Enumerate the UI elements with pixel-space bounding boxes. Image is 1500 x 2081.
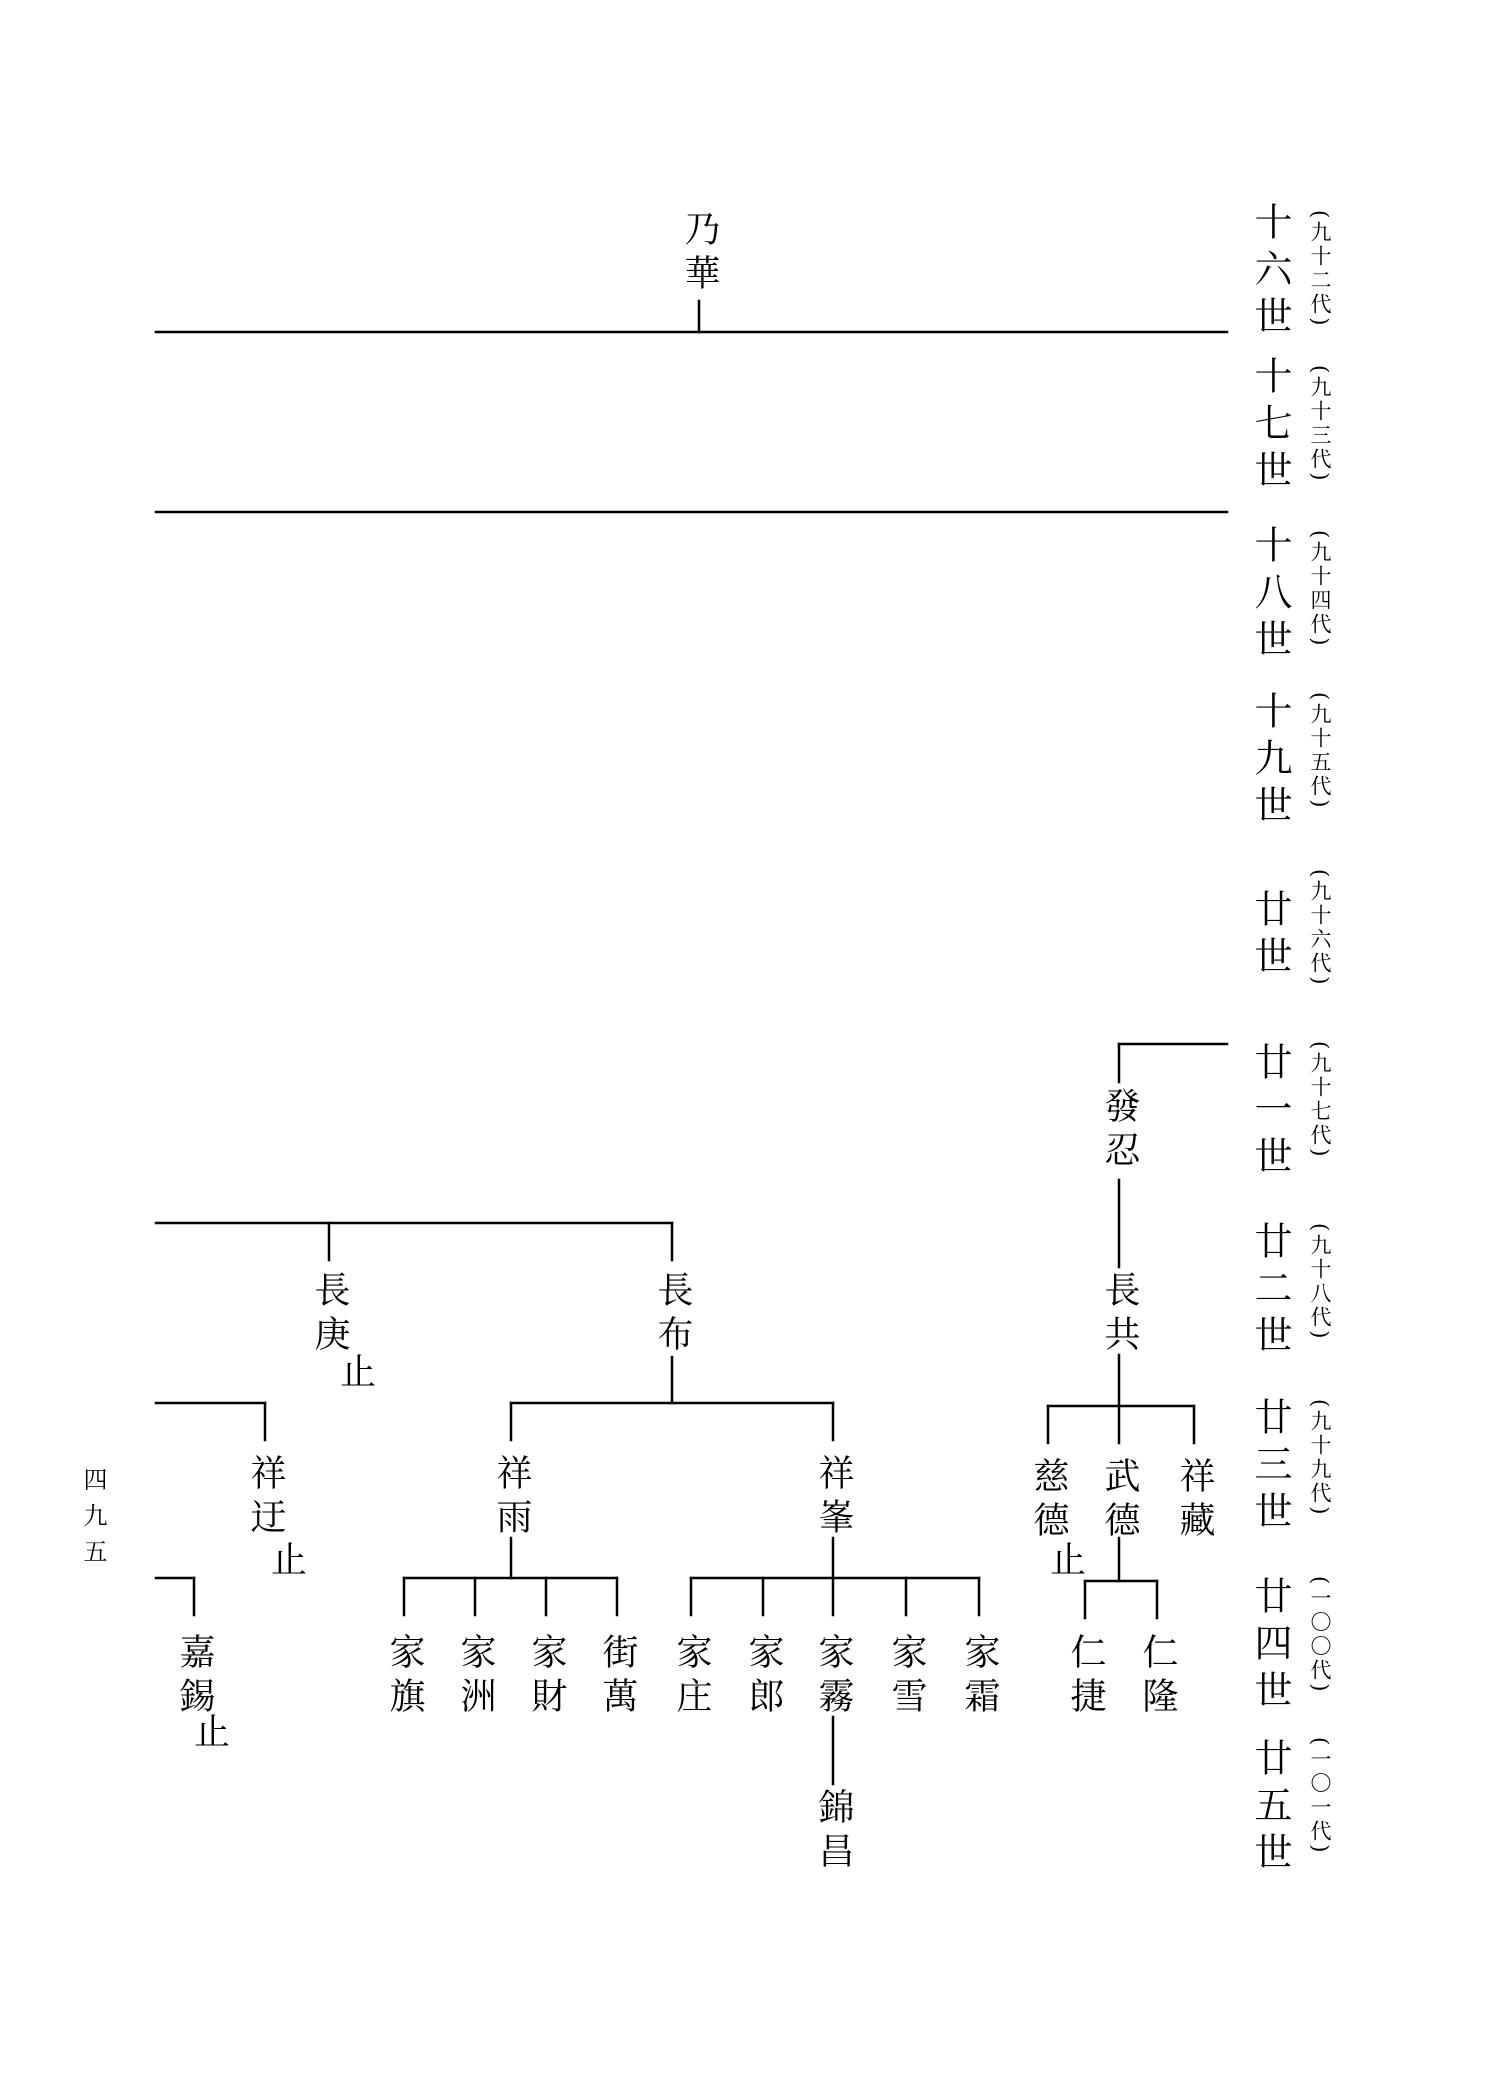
- person-naihua: 乃華: [679, 210, 720, 298]
- generation-label: 廿世: [1248, 889, 1292, 983]
- generation-label: 廿一世: [1248, 1042, 1292, 1183]
- generation-label: 十七世: [1248, 356, 1292, 497]
- generation-note: (九十八代): [1308, 1223, 1332, 1342]
- generation-note: (九十九代): [1308, 1399, 1332, 1518]
- line-ended-mark: 止: [194, 1712, 231, 1753]
- generation-label: 廿二世: [1248, 1221, 1292, 1362]
- person-jiashuang: 家霜: [959, 1633, 1000, 1721]
- generation-label: 十六世: [1248, 202, 1292, 343]
- person-jiaxi: 嘉錫: [174, 1633, 215, 1721]
- generation-note: (九十四代): [1308, 530, 1332, 649]
- generation-label: 廿三世: [1248, 1397, 1292, 1538]
- person-xiangfeng: 祥峯: [813, 1454, 854, 1542]
- person-jinchang: 錦昌: [813, 1788, 854, 1876]
- page-number: 四九五: [79, 1467, 107, 1575]
- person-xiangyu: 祥雨: [491, 1454, 532, 1542]
- generation-label: 十九世: [1248, 691, 1292, 832]
- person-xiangcang: 祥藏: [1174, 1457, 1215, 1545]
- generation-label: 廿四世: [1248, 1576, 1292, 1717]
- person-jiaqi: 家旗: [384, 1633, 425, 1721]
- person-jiaxue: 家雪: [886, 1633, 927, 1721]
- person-jiazhuang: 家庄: [671, 1633, 712, 1721]
- generation-note: (九十五代): [1308, 692, 1332, 811]
- generation-label: 廿五世: [1248, 1738, 1292, 1879]
- person-renjie: 仁捷: [1065, 1633, 1106, 1721]
- person-changgong: 長共: [1099, 1271, 1140, 1359]
- person-changgeng: 長庚: [309, 1271, 350, 1359]
- line-ended-mark: 止: [340, 1352, 377, 1393]
- generation-note: (一〇〇代): [1308, 1576, 1332, 1695]
- generation-note: (九十二代): [1308, 210, 1332, 329]
- person-wude: 武德: [1099, 1457, 1140, 1545]
- person-faren: 發忍: [1099, 1087, 1140, 1175]
- generation-note: (一〇一代): [1308, 1737, 1332, 1856]
- person-jiacai: 家財: [526, 1633, 567, 1721]
- person-cide: 慈德: [1028, 1457, 1069, 1545]
- generation-note: (九十七代): [1308, 1041, 1332, 1160]
- line-ended-mark: 止: [271, 1540, 308, 1581]
- person-jiewan: 街萬: [597, 1633, 638, 1721]
- line-ended-mark: 止: [1050, 1540, 1087, 1581]
- person-jialang: 家郎: [743, 1633, 784, 1721]
- person-changbu: 長布: [652, 1271, 693, 1359]
- person-xiangyu-2: 祥迂: [245, 1454, 286, 1542]
- person-jiawu: 家霧: [813, 1633, 854, 1721]
- generation-label: 十八世: [1248, 525, 1292, 666]
- generation-note: (九十三代): [1308, 365, 1332, 484]
- person-renlong: 仁隆: [1137, 1633, 1178, 1721]
- person-jiazhou: 家洲: [455, 1633, 496, 1721]
- generation-note: (九十六代): [1308, 869, 1332, 988]
